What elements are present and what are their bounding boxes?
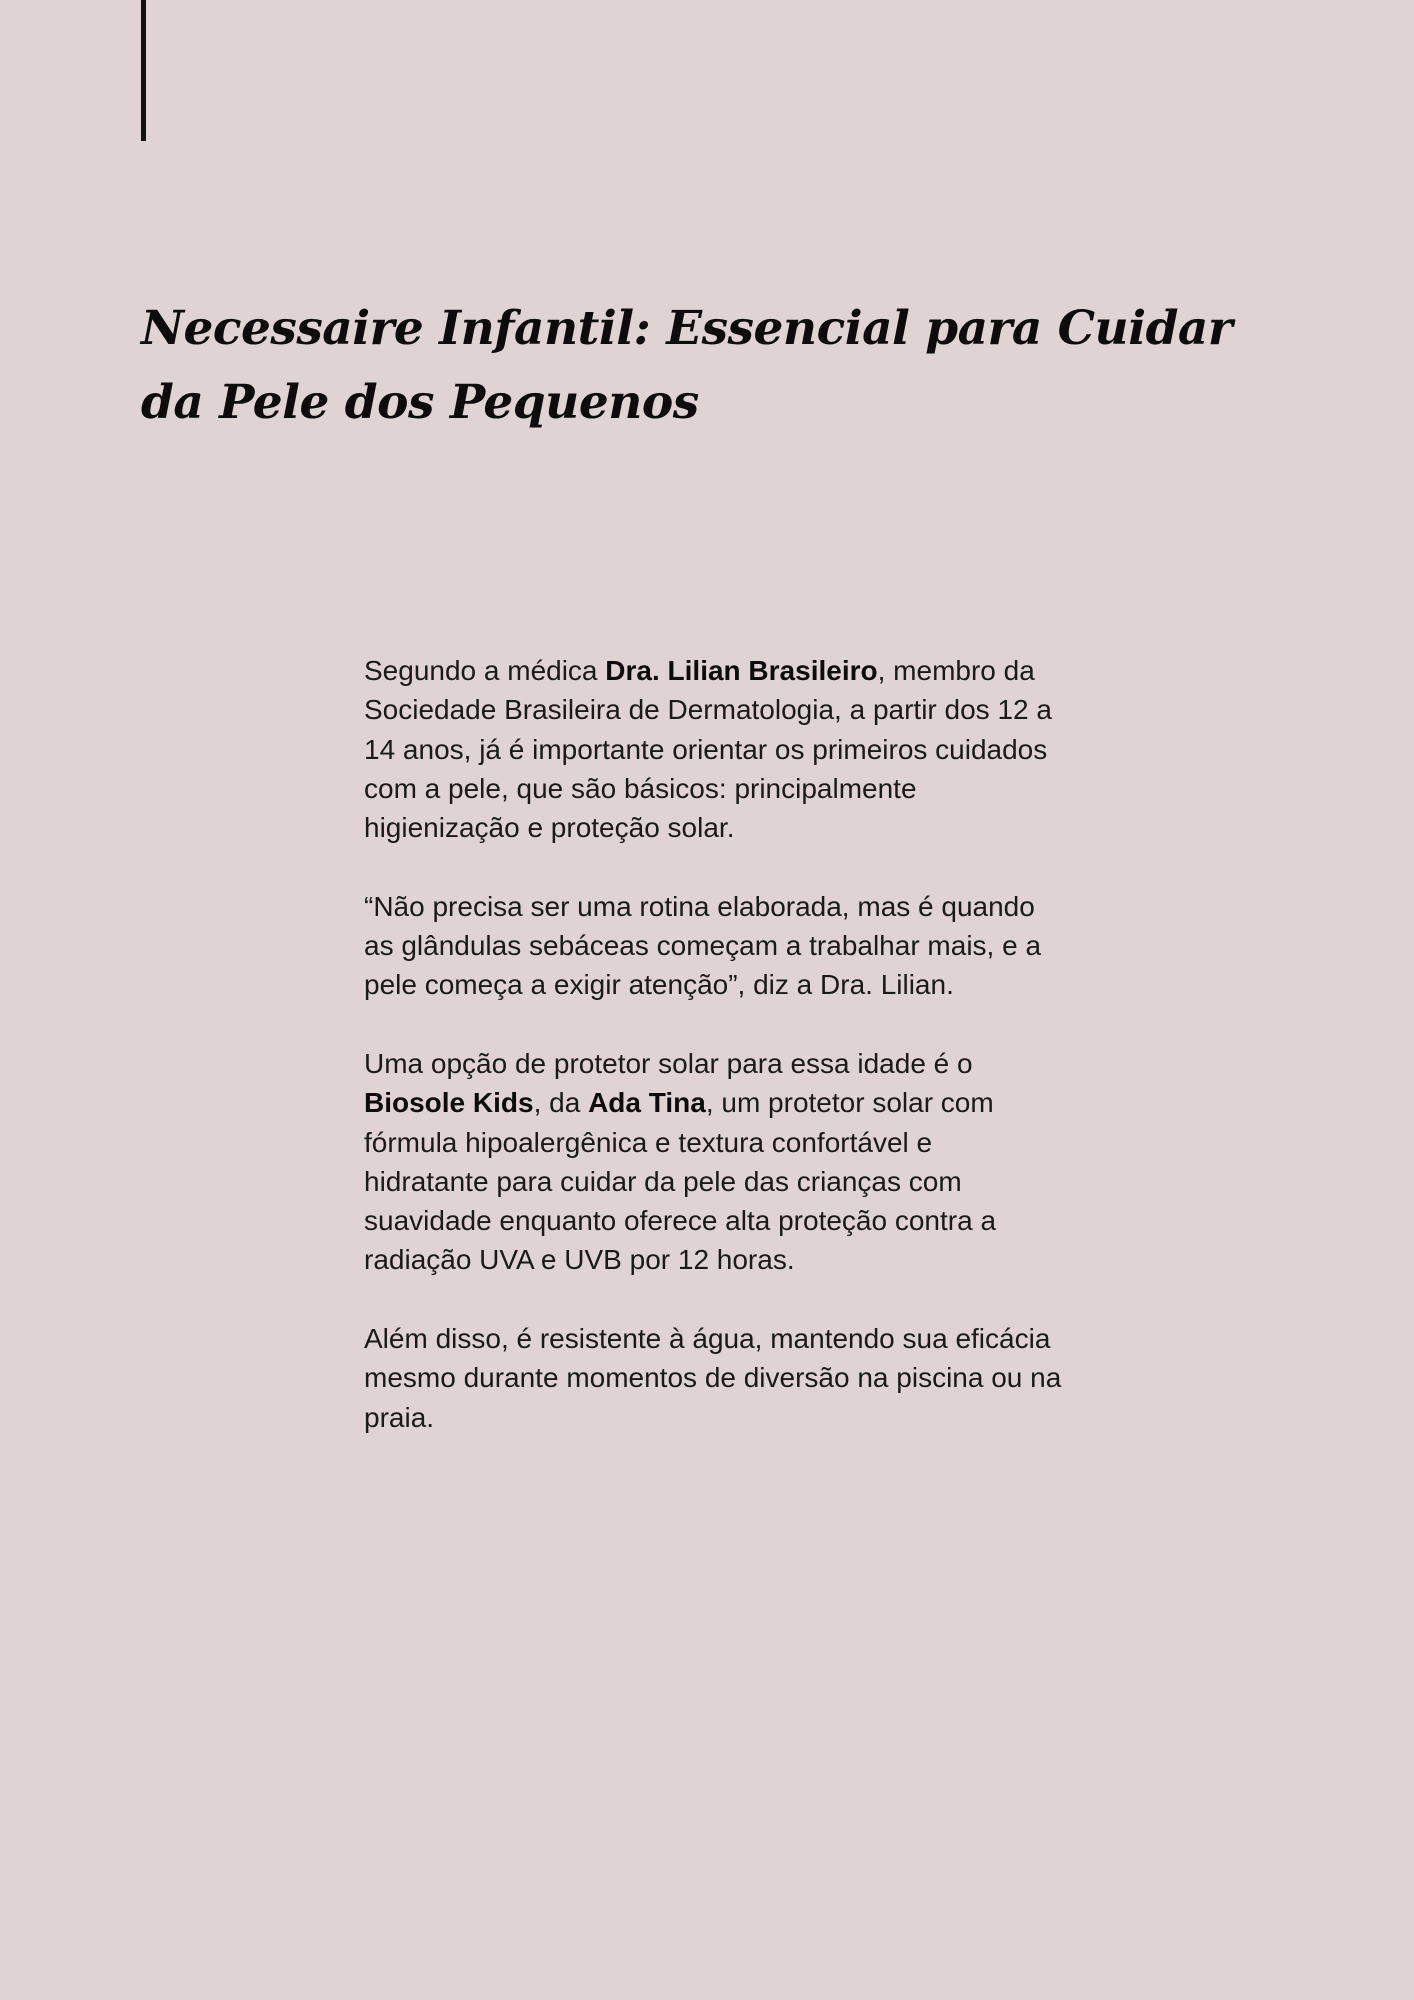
paragraph-3-text-a: Uma opção de protetor solar para essa idade é o: [364, 1047, 973, 1079]
paragraph-3-text-c: , um protetor solar com fórmula hipoalergênica e textura confortável e hidratante para cuidar da pele das crianças com suavidade enquanto oferece alta proteção contra a radiação UVA e UVB por 12 horas.: [364, 1087, 997, 1276]
paragraph-3-text-b: , da: [533, 1087, 589, 1119]
paragraph-1-text-a: Segundo a médica: [364, 655, 606, 686]
paragraph-3: [364, 1044, 1064, 1280]
article-title: Necessaire Infantil: Essencial para Cuidar da Pele dos Pequenos: [141, 301, 1233, 430]
accent-bar: [141, 0, 146, 141]
doctor-name: Dra. Lilian Brasileiro: [605, 655, 878, 686]
article-body: [364, 651, 1064, 1476]
paragraph-2: “Não precisa ser uma rotina elaborada, mas é quando as glândulas sebáceas começam a trabalhar mais, e a pele começa a exigir atenção”, diz a Dra. Lilian.: [364, 890, 1042, 1001]
paragraph-1-text-b: , membro da Sociedade Brasileira de Dermatologia, a partir dos 12 a 14 anos, já é importante orientar os primeiros cuidados com a pele, que são básicos: principalmente higienização e proteção solar.: [364, 655, 1052, 844]
paragraph-1: [364, 651, 1064, 847]
product-name: Biosole Kids: [364, 1087, 534, 1119]
brand-name: Ada Tina: [588, 1087, 706, 1119]
paragraph-4: Além disso, é resistente à água, mantendo sua eficácia mesmo durante momentos de diversão na piscina ou na praia.: [364, 1323, 1062, 1433]
